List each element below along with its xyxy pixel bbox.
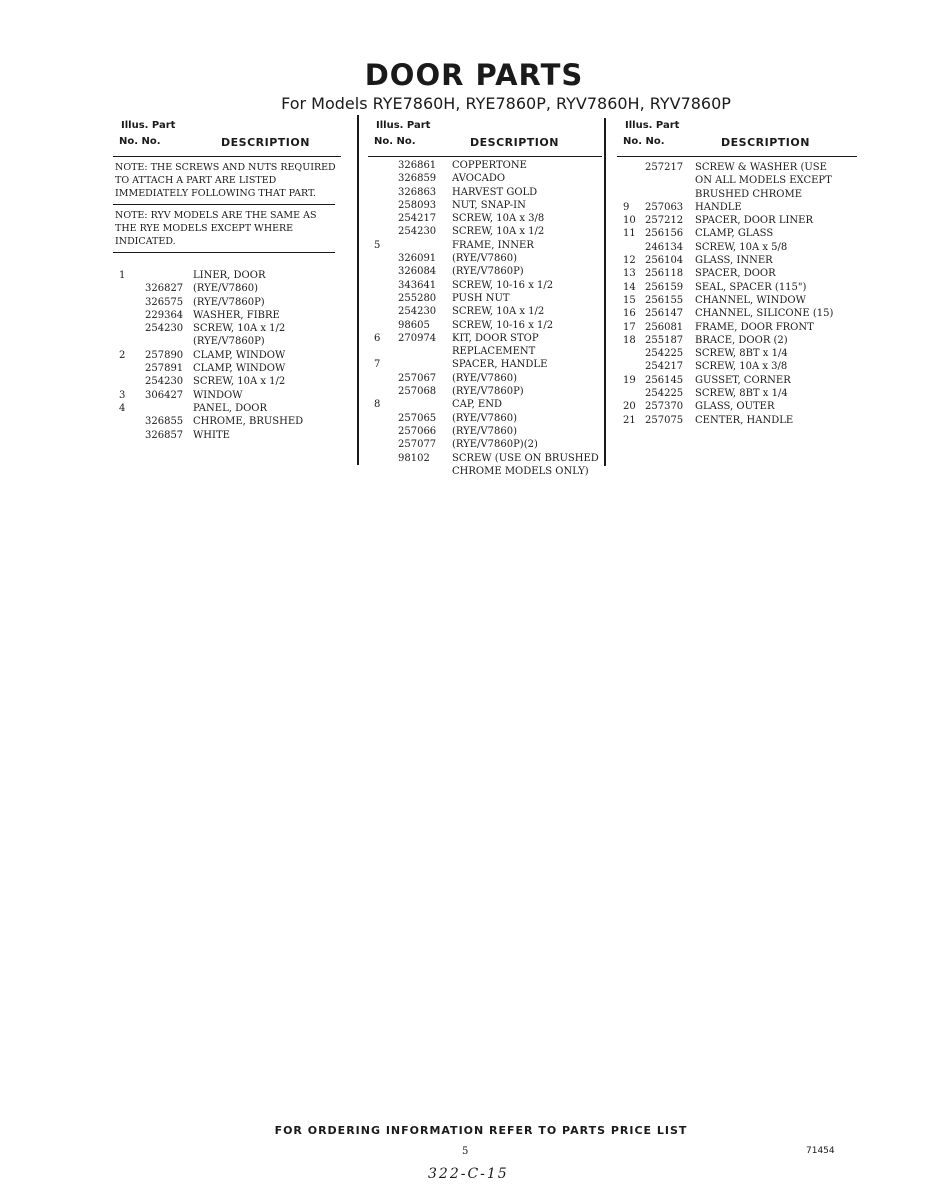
parts-list — [617, 161, 857, 427]
handwritten-reference: 322-C-15 — [428, 1166, 509, 1182]
parts-row — [617, 387, 857, 400]
part-description: (RYE/V7860P) — [193, 336, 265, 348]
part-number: 256145 — [645, 374, 684, 386]
part-number: 254230 — [145, 376, 184, 388]
part-description: CLAMP, WINDOW — [193, 363, 286, 375]
part-description: SEAL, SPACER (115") — [695, 281, 807, 293]
illus-number: 20 — [623, 401, 636, 413]
parts-row — [617, 347, 857, 360]
part-number: 255280 — [398, 292, 437, 304]
header-illus-part: Illus. Part — [376, 120, 431, 131]
part-description: GUSSET, CORNER — [695, 374, 791, 386]
parts-row — [368, 186, 602, 199]
column-header — [617, 118, 857, 156]
parts-row — [617, 414, 857, 427]
part-description: CHANNEL, SILICONE (15) — [695, 308, 834, 320]
parts-row — [368, 212, 602, 225]
illus-number: 8 — [374, 399, 381, 411]
part-description: (RYE/V7860) — [452, 412, 517, 424]
part-number: 254217 — [645, 361, 684, 373]
header-no-no: No. No. — [374, 136, 416, 147]
part-description: PANEL, DOOR — [193, 402, 268, 414]
part-number: 326863 — [398, 186, 437, 198]
part-description: SCREW, 10A x 1/2 — [452, 306, 545, 318]
part-description: PUSH NUT — [452, 292, 510, 304]
part-description: KIT, DOOR STOP — [452, 332, 539, 344]
parts-row — [368, 225, 602, 238]
part-description: GLASS, OUTER — [695, 401, 775, 413]
parts-row — [368, 358, 602, 371]
part-description: (RYE/V7860P) — [193, 296, 265, 308]
page-title: DOOR PARTS — [364, 58, 584, 92]
part-description: SCREW, 8BT x 1/4 — [695, 388, 788, 400]
illus-number: 21 — [623, 414, 636, 426]
parts-row — [368, 345, 602, 358]
part-description: SPACER, DOOR — [695, 268, 776, 280]
parts-row — [368, 398, 602, 411]
parts-row — [113, 269, 341, 282]
illus-number: 12 — [623, 255, 636, 267]
part-number: 257217 — [645, 162, 684, 173]
note-screws: NOTE: THE SCREWS AND NUTS REQUIRED TO ATTACH A PART ARE LISTED IMMEDIATELY FOLLOWING THAT PART. — [115, 162, 336, 199]
parts-row — [113, 309, 341, 322]
header-description: DESCRIPTION — [470, 136, 559, 149]
illus-number: 4 — [119, 402, 126, 414]
part-number: 258093 — [398, 199, 437, 211]
illus-number: 15 — [623, 294, 636, 306]
document-code: 71454 — [806, 1146, 835, 1156]
illus-number: 9 — [623, 201, 630, 213]
part-number: 254230 — [398, 306, 437, 318]
part-number: 270974 — [398, 332, 437, 344]
parts-row — [617, 201, 857, 214]
parts-row — [113, 415, 341, 428]
part-number: 257067 — [398, 372, 437, 384]
parts-row — [113, 402, 341, 415]
parts-row — [368, 372, 602, 385]
parts-row — [368, 199, 602, 212]
illus-number: 18 — [623, 334, 636, 346]
parts-column-3 — [617, 118, 857, 427]
part-number: 326575 — [145, 296, 184, 308]
illus-number: 19 — [623, 374, 636, 386]
part-description: (RYE/V7860) — [193, 283, 258, 295]
part-description: REPLACEMENT — [452, 346, 536, 358]
column-divider-right — [604, 118, 606, 466]
part-description: BRUSHED CHROME — [695, 188, 803, 200]
part-number: 326091 — [398, 253, 437, 265]
part-number: 326857 — [145, 429, 184, 441]
part-number: 257065 — [398, 412, 437, 424]
parts-row — [368, 159, 602, 172]
part-description: SPACER, HANDLE — [452, 359, 548, 371]
part-description: SCREW, 10A x 1/2 — [193, 376, 286, 388]
header-no-no: No. No. — [623, 136, 665, 147]
part-description: SCREW, 10A x 1/2 — [452, 226, 545, 238]
illus-number: 14 — [623, 281, 636, 293]
illus-number: 10 — [623, 215, 636, 227]
header-description: DESCRIPTION — [721, 136, 810, 149]
part-description: (RYE/V7860P)(2) — [452, 439, 538, 451]
parts-row — [617, 360, 857, 373]
part-number: 257891 — [145, 363, 184, 375]
part-description: NUT, SNAP-IN — [452, 199, 526, 211]
parts-row — [368, 292, 602, 305]
part-description: CHANNEL, WINDOW — [695, 294, 806, 306]
note-ryv-models: NOTE: RYV MODELS ARE THE SAME AS THE RYE MODELS EXCEPT WHERE INDICATED. — [115, 210, 317, 247]
part-number: 254225 — [645, 348, 684, 360]
parts-row — [368, 332, 602, 345]
parts-row — [368, 172, 602, 185]
part-number: 326861 — [398, 160, 437, 171]
part-number: 254225 — [645, 388, 684, 400]
parts-row — [617, 227, 857, 240]
column-header — [368, 118, 602, 156]
part-description: CHROME MODELS ONLY) — [452, 465, 589, 477]
parts-row — [368, 319, 602, 332]
part-description: SCREW, 10A x 5/8 — [695, 241, 788, 253]
header-illus-part: Illus. Part — [625, 120, 680, 131]
part-description: FRAME, INNER — [452, 239, 534, 251]
illus-number: 1 — [119, 270, 126, 281]
column-divider-left — [357, 115, 359, 465]
parts-row — [617, 334, 857, 347]
part-description: SCREW, 8BT x 1/4 — [695, 348, 788, 360]
parts-row — [368, 265, 602, 278]
part-number: 255187 — [645, 334, 684, 346]
part-number: 229364 — [145, 309, 184, 321]
column-header — [113, 118, 341, 156]
parts-row — [368, 305, 602, 318]
header-description: DESCRIPTION — [221, 136, 310, 149]
part-number: 257890 — [145, 349, 184, 361]
part-description: WINDOW — [193, 389, 243, 401]
part-number: 343641 — [398, 279, 437, 291]
part-description: (RYE/V7860) — [452, 253, 517, 265]
part-number: 256155 — [645, 294, 684, 306]
parts-row — [113, 322, 341, 335]
parts-row — [617, 174, 857, 187]
part-description: CAP, END — [452, 399, 502, 411]
parts-column-2 — [368, 118, 602, 478]
part-description: BRACE, DOOR (2) — [695, 334, 788, 346]
illus-number: 3 — [119, 389, 126, 401]
part-number: 326855 — [145, 416, 184, 428]
part-number: 306427 — [145, 389, 184, 401]
header-no-no: No. No. — [119, 136, 161, 147]
part-description: (RYE/V7860) — [452, 425, 517, 437]
models-subtitle: For Models RYE7860H, RYE7860P, RYV7860H, RYV7860P — [281, 94, 731, 113]
part-description: SCREW, 10A x 3/8 — [695, 361, 788, 373]
part-description: CENTER, HANDLE — [695, 414, 794, 426]
part-number: 256159 — [645, 281, 684, 293]
page-number: 5 — [462, 1146, 469, 1157]
part-number: 256081 — [645, 321, 684, 333]
parts-row — [368, 452, 602, 465]
parts-row — [113, 429, 341, 442]
illus-number: 17 — [623, 321, 636, 333]
illus-number: 2 — [119, 349, 126, 361]
parts-row — [617, 241, 857, 254]
parts-row — [617, 321, 857, 334]
parts-row — [368, 425, 602, 438]
parts-row — [368, 465, 602, 478]
part-description: CLAMP, GLASS — [695, 228, 774, 240]
parts-row — [617, 294, 857, 307]
parts-column-1 — [113, 118, 341, 442]
parts-list — [113, 269, 341, 442]
part-description: WASHER, FIBRE — [193, 309, 280, 321]
part-description: WHITE — [193, 429, 230, 441]
part-number: 257068 — [398, 386, 437, 398]
part-number: 256118 — [645, 268, 684, 280]
part-number: 257212 — [645, 215, 684, 227]
parts-row — [368, 252, 602, 265]
part-number: 254230 — [398, 226, 437, 238]
part-description: FRAME, DOOR FRONT — [695, 321, 814, 333]
parts-row — [368, 279, 602, 292]
part-description: HANDLE — [695, 201, 742, 213]
part-number: 98102 — [398, 452, 430, 464]
parts-row — [113, 296, 341, 309]
part-description: CLAMP, WINDOW — [193, 349, 286, 361]
part-description: (RYE/V7860P) — [452, 386, 524, 398]
part-number: 246134 — [645, 241, 684, 253]
part-number: 257066 — [398, 425, 437, 437]
part-description: HARVEST GOLD — [452, 186, 538, 198]
illus-number: 13 — [623, 268, 636, 280]
part-number: 98605 — [398, 319, 430, 331]
ordering-info-footer: FOR ORDERING INFORMATION REFER TO PARTS PRICE LIST — [274, 1124, 688, 1137]
part-number: 257077 — [398, 439, 437, 451]
part-description: LINER, DOOR — [193, 270, 266, 281]
parts-row — [368, 385, 602, 398]
part-description: SCREW (USE ON BRUSHED — [452, 452, 599, 464]
part-number: 326827 — [145, 283, 184, 295]
parts-row — [617, 254, 857, 267]
part-number: 257075 — [645, 414, 684, 426]
illus-number: 5 — [374, 239, 381, 251]
parts-row — [617, 188, 857, 201]
part-number: 257063 — [645, 201, 684, 213]
part-description: (RYE/V7860P) — [452, 266, 524, 278]
parts-row — [368, 438, 602, 451]
part-number: 256147 — [645, 308, 684, 320]
part-description: ON ALL MODELS EXCEPT — [695, 175, 832, 187]
part-number: 254230 — [145, 323, 184, 335]
part-number: 256104 — [645, 255, 684, 267]
parts-row — [617, 161, 857, 174]
parts-row — [113, 362, 341, 375]
part-description: SCREW & WASHER (USE — [695, 162, 827, 173]
illus-number: 6 — [374, 332, 381, 344]
part-number: 257370 — [645, 401, 684, 413]
parts-list — [368, 159, 602, 478]
part-number: 254217 — [398, 213, 437, 225]
part-description: GLASS, INNER — [695, 255, 773, 267]
part-number: 326084 — [398, 266, 437, 278]
part-description: SPACER, DOOR LINER — [695, 215, 814, 227]
part-description: AVOCADO — [452, 173, 506, 185]
parts-row — [113, 282, 341, 295]
illus-number: 11 — [623, 228, 636, 240]
part-description: SCREW, 10-16 x 1/2 — [452, 319, 554, 331]
part-number: 256156 — [645, 228, 684, 240]
illus-number: 16 — [623, 308, 636, 320]
parts-row — [617, 267, 857, 280]
parts-row — [113, 389, 341, 402]
parts-row — [617, 374, 857, 387]
part-description: SCREW, 10A x 3/8 — [452, 213, 545, 225]
part-description: SCREW, 10A x 1/2 — [193, 323, 286, 335]
parts-row — [113, 375, 341, 388]
parts-row — [368, 412, 602, 425]
parts-row — [113, 349, 341, 362]
parts-row — [617, 307, 857, 320]
header-illus-part: Illus. Part — [121, 120, 176, 131]
part-description: COPPERTONE — [452, 160, 527, 171]
parts-row — [617, 400, 857, 413]
part-description: SCREW, 10-16 x 1/2 — [452, 279, 554, 291]
parts-row — [617, 281, 857, 294]
parts-row — [368, 239, 602, 252]
parts-row — [113, 335, 341, 348]
part-number: 326859 — [398, 173, 437, 185]
part-description: (RYE/V7860) — [452, 372, 517, 384]
parts-row — [617, 214, 857, 227]
part-description: CHROME, BRUSHED — [193, 416, 304, 428]
illus-number: 7 — [374, 359, 381, 371]
